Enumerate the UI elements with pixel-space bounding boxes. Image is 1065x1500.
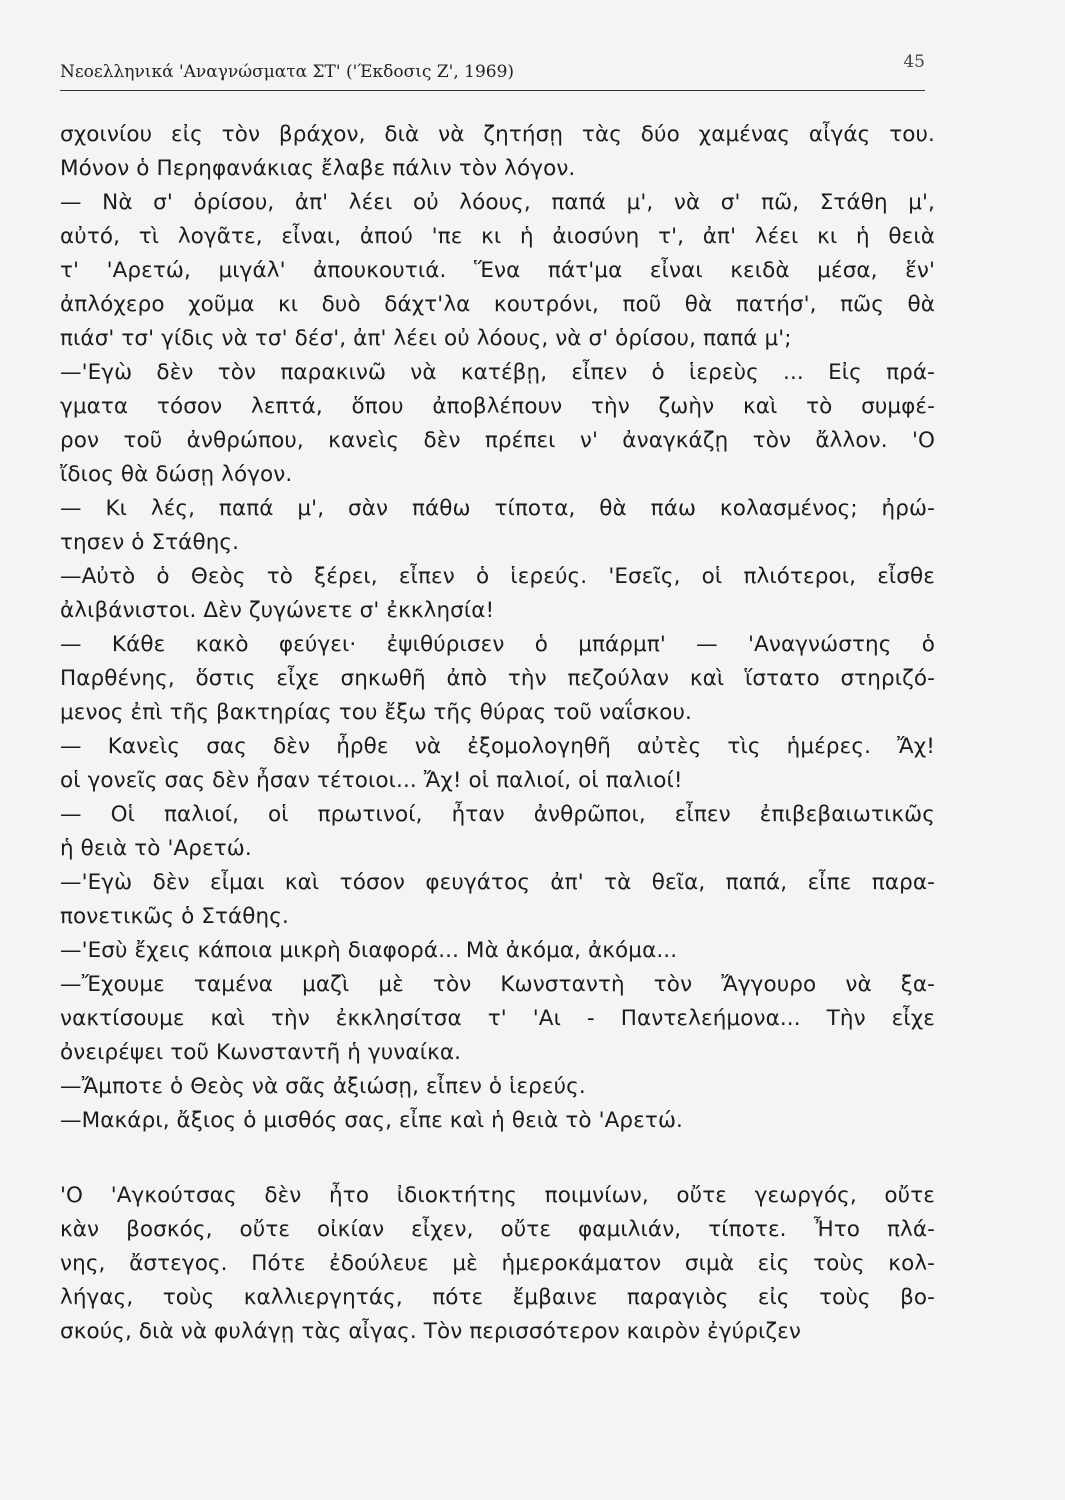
paragraph xyxy=(60,186,935,356)
paragraph xyxy=(60,730,935,798)
text-line: — Οἱ παλιοί, οἱ πρωτινοί, ἦταν ἀνθρῶποι, εἶπεν ἐπιβεβαιωτικῶς xyxy=(60,802,935,827)
paragraph xyxy=(60,866,935,934)
paragraph xyxy=(60,628,935,730)
text-line: νης, ἄστεγος. Πότε ἐδούλευε μὲ ἡμεροκάματον σιμὰ εἰς τοὺς κολ- xyxy=(60,1251,935,1276)
paragraph xyxy=(60,356,935,492)
text-line: σχοινίου εἰς τὸν βράχον, διὰ νὰ ζητήσῃ τὰς δύο χαμένας αἶγάς του. xyxy=(60,122,935,147)
paragraph xyxy=(60,1179,935,1349)
text-line: ἀπλόχερο χοῦμα κι δυὸ δάχτ'λα κουτρόνι, ποῦ θὰ πατήσ', πῶς θὰ xyxy=(60,292,935,317)
text-line: Μόνον ὁ Περηφανάκιας ἔλαβε πάλιν τὸν λόγον. xyxy=(60,156,576,181)
paragraph xyxy=(60,1104,935,1138)
text-line: — Νὰ σ' ὁρίσου, ἀπ' λέει οὐ λόους, παπά μ', νὰ σ' πῶ, Στάθη μ', xyxy=(60,190,935,215)
text-line: νακτίσουμε καὶ τὴν ἐκκλησίτσα τ' 'Αι - Παντελεήμονα... Τὴν εἶχε xyxy=(60,1006,935,1031)
header-title: Νεοελληνικά 'Αναγνώσματα ΣΤ' ('Έκδοσις Ζ', 1969) xyxy=(60,62,515,82)
text-line: —Ἄμποτε ὁ Θεὸς νὰ σᾶς ἀξιώσῃ, εἶπεν ὁ ἱερεύς. xyxy=(60,1074,586,1099)
running-header xyxy=(60,50,925,91)
text-line: πιάσ' τσ' γίδις νὰ τσ' δέσ', ἀπ' λέει οὐ λόους, νὰ σ' ὁρίσου, παπά μ'; xyxy=(60,326,792,351)
text-line: — Κανεὶς σας δὲν ἦρθε νὰ ἐξομολογηθῆ αὐτὲς τὶς ἡμέρες. Ἄχ! xyxy=(60,734,935,759)
paragraph xyxy=(60,118,935,186)
text-line: οἱ γονεῖς σας δὲν ἦσαν τέτοιοι... Ἄχ! οἱ παλιοί, οἱ παλιοί! xyxy=(60,768,683,793)
paragraph xyxy=(60,492,935,560)
text-line: —'Εγὼ δὲν εἶμαι καὶ τόσον φευγάτος ἀπ' τὰ θεῖα, παπά, εἶπε παρα- xyxy=(60,870,935,895)
text-line: —'Εσὺ ἔχεις κάποια μικρὴ διαφορά... Μὰ ἀκόμα, ἀκόμα... xyxy=(60,938,678,963)
paragraph xyxy=(60,1070,935,1104)
text-line: πονετικῶς ὁ Στάθης. xyxy=(60,904,289,929)
text-line: αὐτό, τὶ λογᾶτε, εἶναι, ἀπού 'πε κι ἡ ἀιοσύνη τ', ἀπ' λέει κι ἡ θειὰ xyxy=(60,224,935,249)
text-line: τησεν ὁ Στάθης. xyxy=(60,530,240,555)
text-line: γματα τόσον λεπτά, ὅπου ἀποβλέπουν τὴν ζωὴν καὶ τὸ συμφέ- xyxy=(60,394,935,419)
text-line: —Ἔχουμε ταμένα μαζὶ μὲ τὸν Κωνσταντὴ τὸν Ἄγγουρο νὰ ξα- xyxy=(60,972,935,997)
paragraph-gap xyxy=(60,1138,935,1179)
page-number: 45 xyxy=(903,52,925,72)
text-line: — Κι λές, παπά μ', σὰν πάθω τίποτα, θὰ πάω κολασμένος; ἠρώ- xyxy=(60,496,935,521)
text-line: 'Ο 'Αγκούτσας δὲν ἦτο ἰδιοκτήτης ποιμνίων, οὔτε γεωργός, οὔτε xyxy=(60,1183,935,1208)
text-line: ρον τοῦ ἀνθρώπου, κανεὶς δὲν πρέπει ν' ἀναγκάζῃ τὸν ἄλλον. 'Ο xyxy=(60,428,935,453)
text-line: ὀνειρέψει τοῦ Κωνσταντῆ ἡ γυναίκα. xyxy=(60,1040,462,1065)
text-line: ἀλιβάνιστοι. Δὲν ζυγώνετε σ' ἐκκλησία! xyxy=(60,598,495,623)
paragraph xyxy=(60,934,935,968)
text-line: —'Εγὼ δὲν τὸν παρακινῶ νὰ κατέβῃ, εἶπεν ὁ ἱερεὺς ... Εἰς πρά- xyxy=(60,360,935,385)
text-line: τ' 'Αρετώ, μιγάλ' ἀπουκουτιά. Ἕνα πάτ'μα εἶναι κειδὰ μέσα, ἕν' xyxy=(60,258,935,283)
paragraph xyxy=(60,798,935,866)
text-line: σκούς, διὰ νὰ φυλάγῃ τὰς αἶγας. Τὸν περισσότερον καιρὸν ἐγύριζεν xyxy=(60,1319,801,1344)
text-line: ἴδιος θὰ δώσῃ λόγον. xyxy=(60,462,293,487)
text-line: —Μακάρι, ἄξιος ὁ μισθός σας, εἶπε καὶ ἡ θειὰ τὸ 'Αρετώ. xyxy=(60,1108,683,1133)
text-line: — Κάθε κακὸ φεύγει· ἐψιθύρισεν ὁ μπάρμπ' — 'Αναγνώστης ὁ xyxy=(60,632,935,657)
text-line: —Αὐτὸ ὁ Θεὸς τὸ ξέρει, εἶπεν ὁ ἱερεύς. 'Εσεῖς, οἱ πλιότεροι, εἶσθε xyxy=(60,564,935,589)
text-line: Παρθένης, ὅστις εἶχε σηκωθῆ ἀπὸ τὴν πεζούλαν καὶ ἵστατο στηριζό- xyxy=(60,666,935,691)
text-line: ἡ θειὰ τὸ 'Αρετώ. xyxy=(60,836,252,861)
paragraph xyxy=(60,560,935,628)
text-line: λήγας, τοὺς καλλιεργητάς, πότε ἔμβαινε παραγιὸς εἰς τοὺς βο- xyxy=(60,1285,935,1310)
paragraph xyxy=(60,968,935,1070)
text-line: μενος ἐπὶ τῆς βακτηρίας του ἔξω τῆς θύρας τοῦ ναΐσκου. xyxy=(60,700,692,725)
text-line: κὰν βοσκός, οὔτε οἰκίαν εἶχεν, οὔτε φαμιλιάν, τίποτε. Ἦτο πλά- xyxy=(60,1217,935,1242)
body-text xyxy=(60,118,935,1349)
